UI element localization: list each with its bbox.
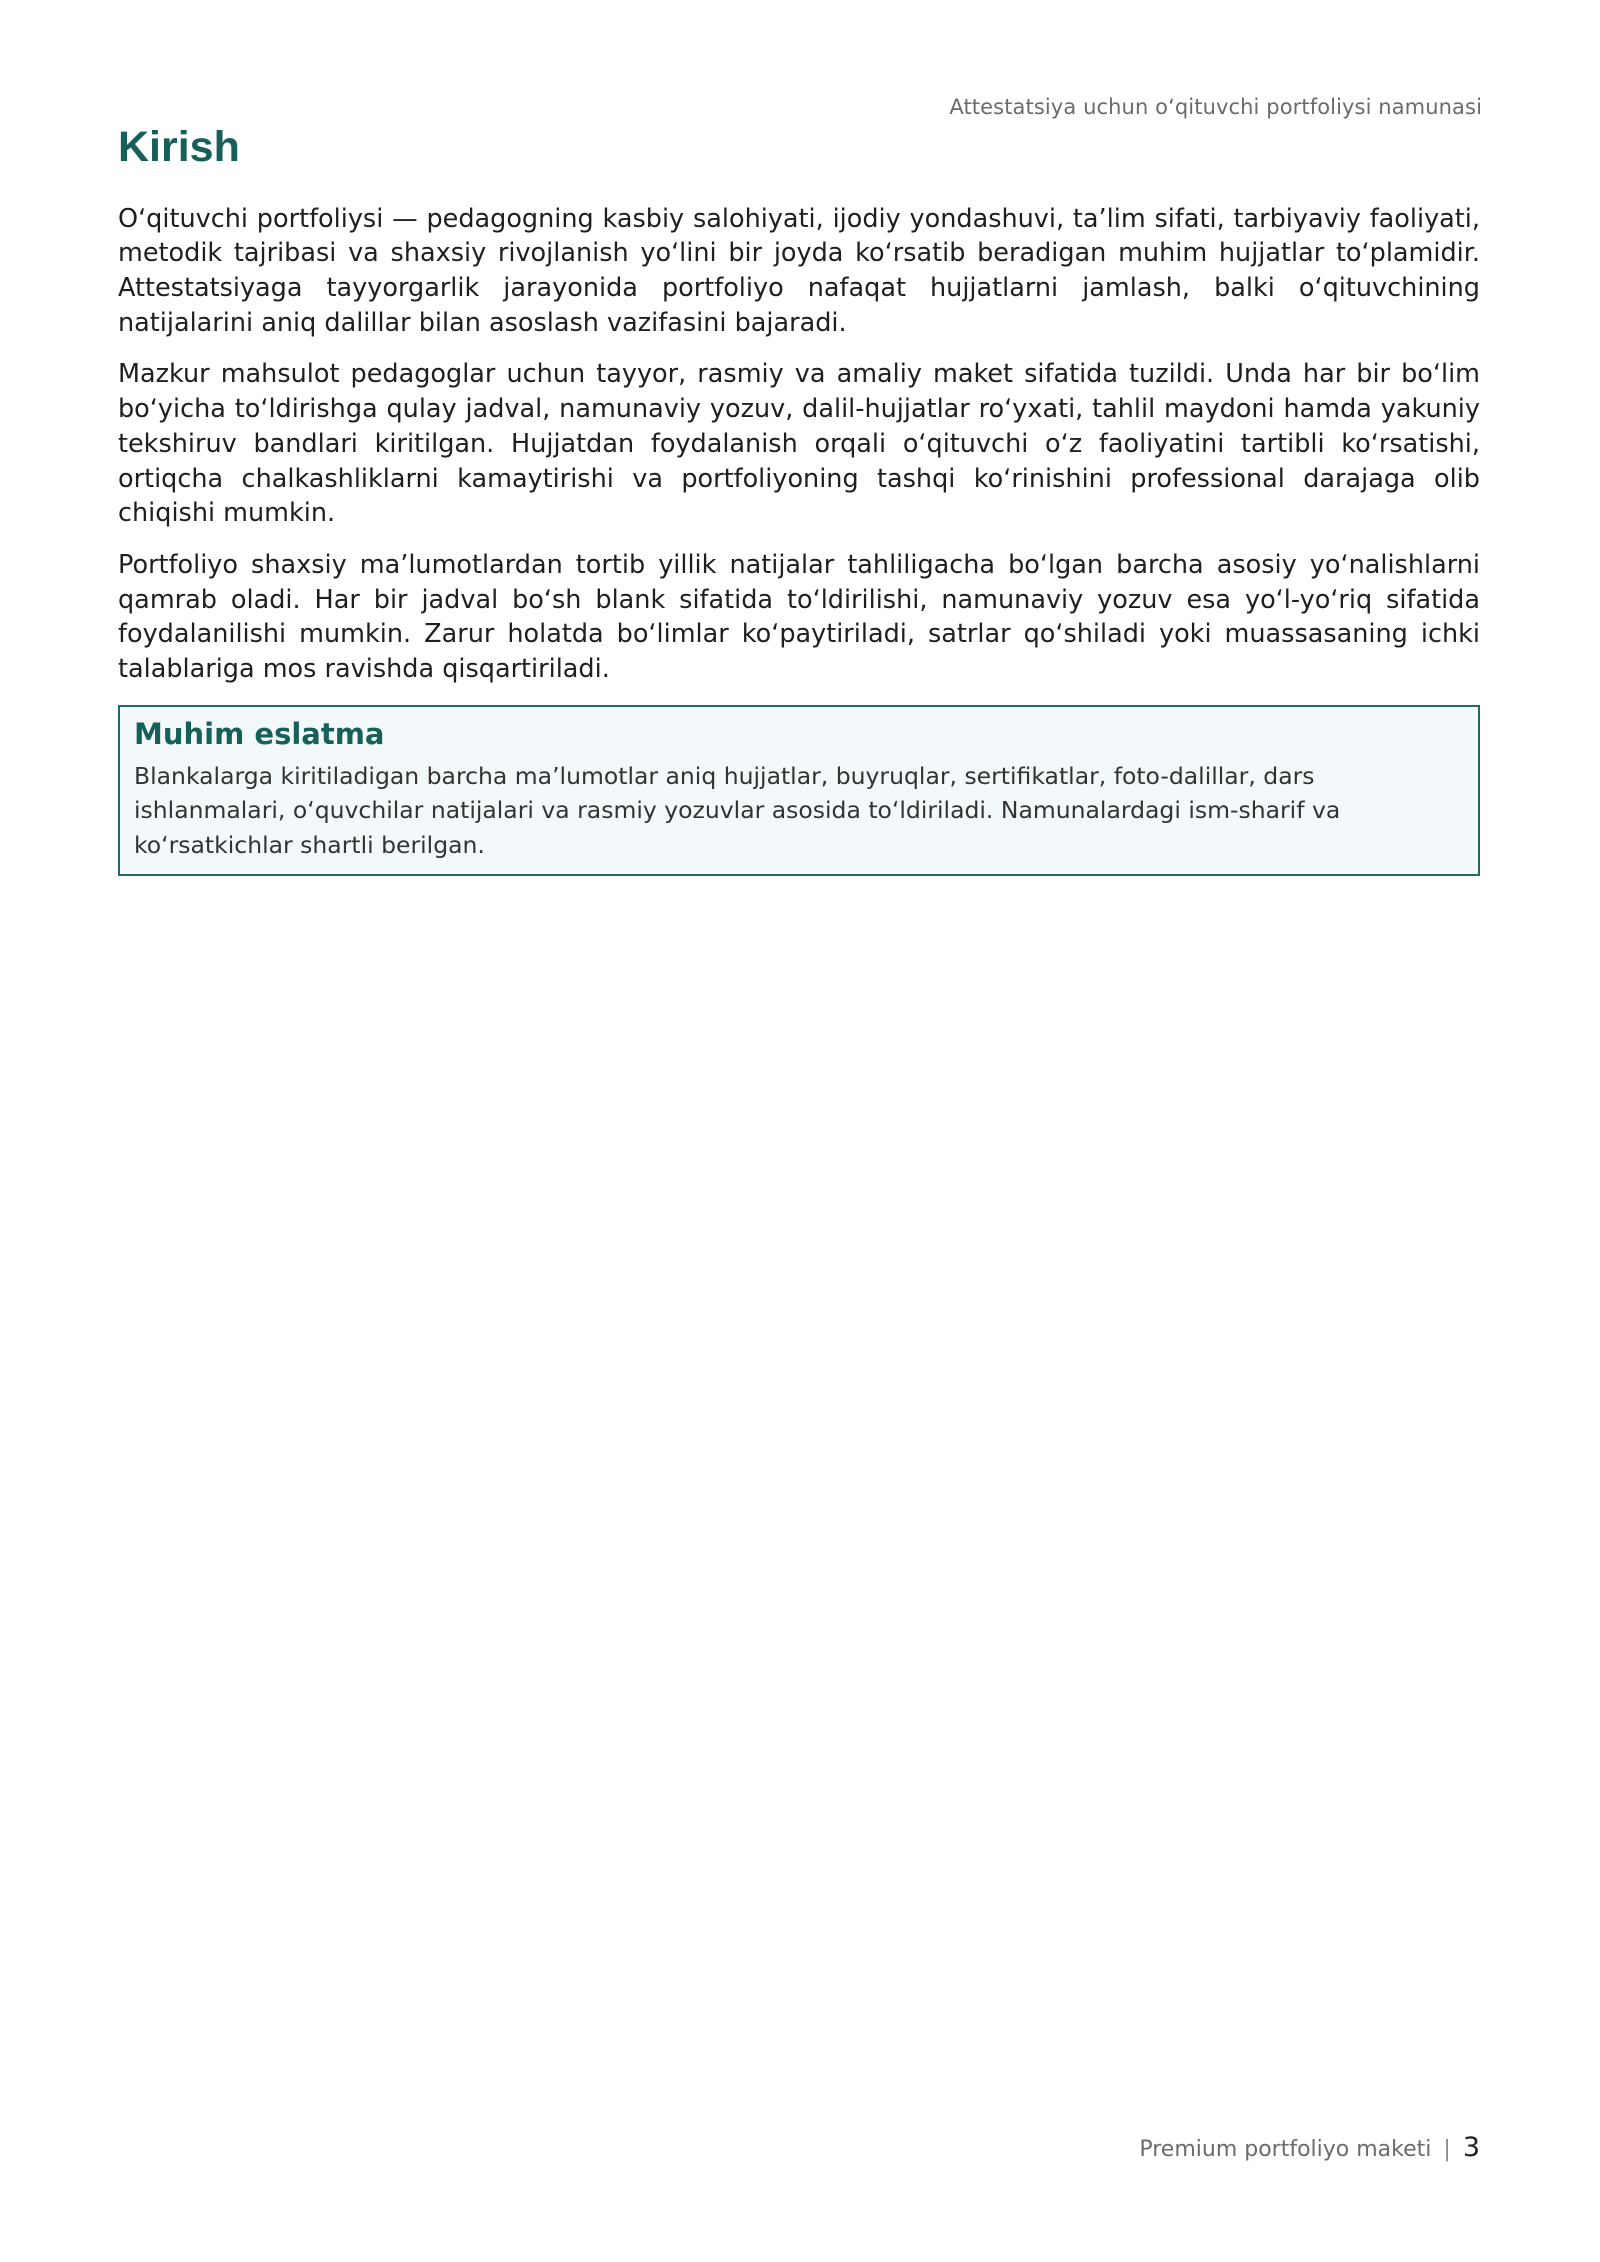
page-content [118,122,1480,876]
note-title: Muhim eslatma [134,716,385,751]
note-text: Blankalarga kiritiladigan barcha ma’lumotlar aniq hujjatlar, buyruqlar, sertifikatlar, foto-dalillar, dars ishlanmalari, oʻquvchilar natijalari va rasmiy yozuvlar asosida toʻldiriladi. Namunalardagi ism-sharif va koʻrsatkichlar shartli berilgan. [134,761,1341,859]
running-header: Attestatsiya uchun oʻqituvchi portfoliysi namunasi [949,95,1482,119]
page-number: 3 [1462,2132,1480,2163]
footer-separator: | [1443,2137,1451,2162]
intro-paragraph-1: Oʻqituvchi portfoliysi — pedagogning kasbiy salohiyati, ijodiy yondashuvi, ta’lim sifati, tarbiyaviy faoliyati, metodik tajribasi va shaxsiy rivojlanish yoʻlini bir joyda koʻrsatib beradigan muhim hujjatlar toʻplamidir. Attestatsiyaga tayyorgarlik jarayonida portfoliyo nafaqat hujjatlarni jamlash, balki oʻqituvchining natijalarini aniq dalillar bilan asoslash vazifasini bajaradi. [118,203,1480,338]
important-note-box [118,705,1480,876]
footer-label: Premium portfoliyo maketi [1139,2137,1432,2162]
page-footer [1139,2132,1480,2163]
section-title: Kirish [118,123,240,171]
intro-paragraph-3: Portfoliyo shaxsiy ma’lumotlardan tortib yillik natijalar tahliligacha boʻlgan barcha asosiy yoʻnalishlarni qamrab oladi. Har bir jadval boʻsh blank sifatida toʻldirilishi, namunaviy yozuv esa yoʻl-yoʻriq sifatida foydalanilishi mumkin. Zarur holatda boʻlimlar koʻpaytiriladi, satrlar qoʻshiladi yoki muassasaning ichki talablariga mos ravishda qisqartiriladi. [118,549,1480,685]
intro-paragraph-2: Mazkur mahsulot pedagoglar uchun tayyor, rasmiy va amaliy maket sifatida tuzildi. Unda har bir boʻlim boʻyicha toʻldirishga qulay jadval, namunaviy yozuv, dalil-hujjatlar roʻyxati, tahlil maydoni hamda yakuniy tekshiruv bandlari kiritilgan. Hujjatdan foydalanish orqali oʻqituvchi oʻz faoliyatini tartibli koʻrsatishi, ortiqcha chalkashliklarni kamaytirishi va portfoliyoning tashqi koʻrinishini professional darajaga olib chiqishi mumkin. [118,359,1480,529]
